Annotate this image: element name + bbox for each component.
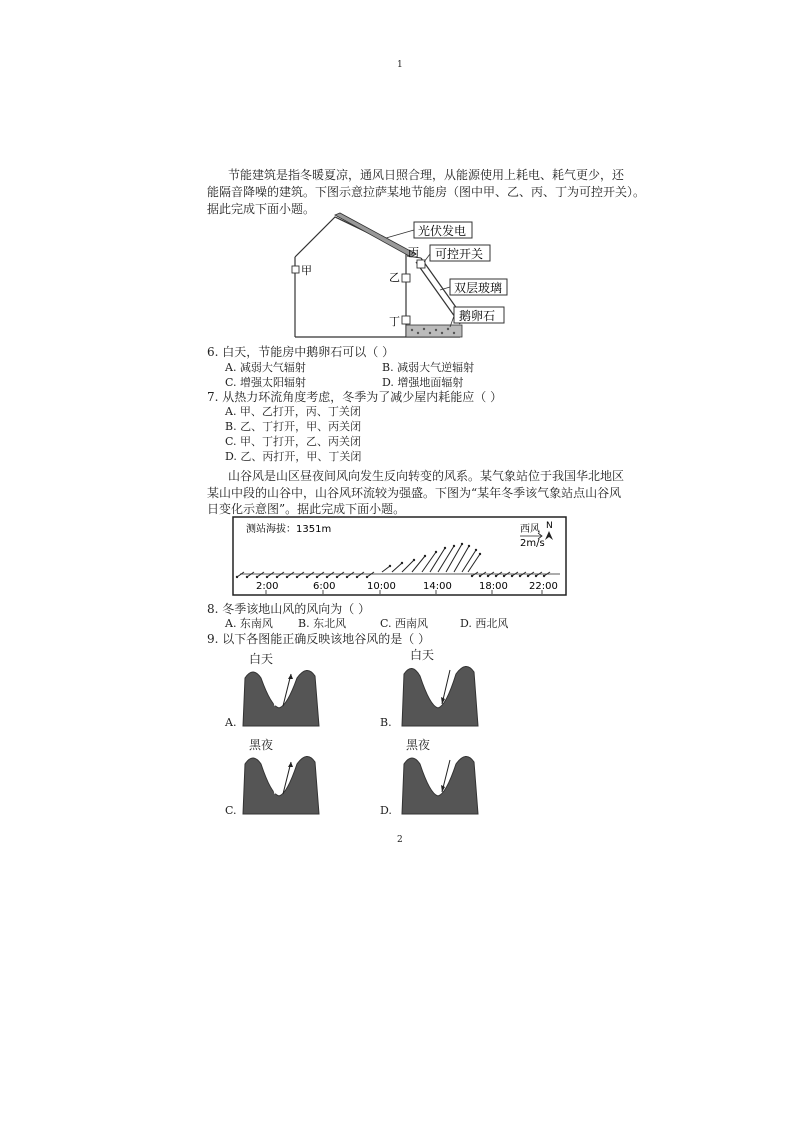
question-6-option-b: B. 减弱大气逆辐射 [382,361,475,374]
question-8-stem: 8. 冬季该地山风的风向为（ ） [207,602,371,616]
panel-c-letter: C. [225,804,237,817]
wind-arrow-head-20 [453,545,455,547]
wind-arrow-head-29 [503,575,505,577]
wind-arrow-head-1 [246,576,248,578]
wind-arrow-head-22 [468,545,470,547]
panel-b-valley [400,662,480,728]
wind-arrow-head-9 [326,576,328,578]
question-8-option-d: D. 西北风 [460,617,509,630]
wind-arrow-head-25 [471,575,473,577]
wind-arrow-head-5 [286,576,288,578]
page-number-bottom: 2 [397,835,403,845]
question-7-stem: 7. 从热力环流角度考虑，冬季为了减少屋内耗能应（ ） [207,390,503,404]
switch-jia [292,266,299,273]
energy-saving-house-diagram [290,212,520,342]
panel-c-valley [241,752,321,816]
wind-arrow-head-18 [435,551,437,553]
wind-arrow-head-3 [266,576,268,578]
wind-arrow-head-15 [401,562,403,564]
wind-arrow-head-14 [389,565,391,567]
passage1-line-2: 能隔音降噪的建筑。下图示意拉萨某地节能房（图中甲、乙、丙、丁为可控开关）。 [207,185,646,199]
passage1-line-3: 据此完成下面小题。 [207,202,316,216]
panel-d [380,736,490,820]
wind-arrow-head-13 [366,576,368,578]
wind-arrow-head-19 [444,547,446,549]
wind-arrow-head-27 [487,575,489,577]
wind-arrow-head-23 [475,549,477,551]
wind-arrow-head-17 [424,555,426,557]
wind-arrow-head-16 [413,559,415,561]
tick-10: 10:00 [367,581,396,592]
passage1-line-1: 节能建筑是指冬暖夏凉，通风日照合理，从能源使用上耗电、耗气更少，还 [228,168,625,182]
photovoltaic-panel [335,213,416,257]
panel-c-label: 黑夜 [249,738,274,752]
passage2-line-2: 某山中段的山谷中，山谷风环流较为强盛。下图为“某年冬季该气象站点山谷风 [207,486,622,500]
wind-arrow-head-2 [256,576,258,578]
panel-d-label: 黑夜 [406,738,431,752]
wind-arrow-head-7 [306,576,308,578]
label-bing: 丙 [408,246,419,259]
wind-arrow-head-31 [519,575,521,577]
question-6-stem: 6. 白天，节能房中鹅卵石可以（ ） [207,345,395,359]
wind-arrow-head-12 [356,576,358,578]
wind-arrow-head-28 [495,575,497,577]
passage2-line-1: 山谷风是山区昼夜间风向发生反向转变的风系。某气象站位于我国华北地区 [228,469,625,483]
tick-6: 6:00 [313,581,336,592]
tick-2: 2:00 [256,581,279,592]
panel-b [380,646,490,732]
wind-arrow-head-6 [296,576,298,578]
panel-a-valley [241,666,321,728]
wind-arrow-head-34 [543,575,545,577]
callout-pebble-text: 鹅卵石 [459,309,496,323]
question-8-option-c: C. 西南风 [380,617,429,630]
legend-speed-label: 2m/s [520,538,545,549]
wind-arrow-head-30 [511,575,513,577]
north-label: N [546,521,553,531]
panel-c [225,736,335,820]
legend-west-wind-label: 西风 [520,524,540,535]
switch-ding [402,316,410,324]
callout-glass-text: 双层玻璃 [454,281,503,295]
panel-b-letter: B. [380,716,392,729]
question-6-option-d: D. 增强地面辐射 [382,376,464,389]
wind-arrow-head-26 [479,575,481,577]
wind-arrow-head-8 [316,576,318,578]
question-6-option-a: A. 减弱大气辐射 [225,361,306,374]
wind-arrow-head-32 [527,575,529,577]
panel-b-label: 白天 [410,648,435,662]
wind-arrow-head-4 [276,576,278,578]
label-jia: 甲 [301,264,312,277]
question-6-option-c: C. 增强太阳辐射 [225,376,307,389]
label-ding: 丁 [389,315,400,328]
passage2-line-3: 日变化示意图”。据此完成下面小题。 [207,502,406,516]
wind-arrow-head-10 [336,576,338,578]
tick-18: 18:00 [479,581,508,592]
label-yi: 乙 [389,271,400,284]
station-elevation-label: 测站海拔：1351m [246,524,332,535]
callout-pv-text: 光伏发电 [418,224,467,238]
question-8-option-a: A. 东南风 [225,617,273,630]
panel-a-label: 白天 [249,652,274,666]
panel-d-letter: D. [380,804,392,817]
valley-wind-chart [232,516,568,598]
panel-a-letter: A. [225,716,237,729]
page-number-top: 1 [397,60,403,70]
question-9-stem: 9. 以下各图能正确反映该地谷风的是（ ） [207,632,431,646]
pebble-bed [406,325,462,337]
switch-bing [417,260,425,268]
question-7-option-a: A. 甲、乙打开，丙、丁关闭 [225,405,361,418]
tick-22: 22:00 [529,581,558,592]
panel-a [225,648,335,732]
question-7-option-c: C. 甲、丁打开，乙、丙关闭 [225,435,362,448]
wind-arrow-head-11 [346,576,348,578]
callout-switch-text: 可控开关 [435,247,484,261]
switch-yi [402,274,410,282]
question-7-option-d: D. 乙、丙打开，甲、丁关闭 [225,450,362,463]
wind-arrow-head-33 [535,575,537,577]
wind-arrow-head-0 [236,576,238,578]
panel-d-valley [400,752,480,816]
wind-arrow-head-24 [479,553,481,555]
wind-arrow-head-21 [461,543,463,545]
question-8-option-b: B. 东北风 [298,617,347,630]
question-7-option-b: B. 乙、丁打开，甲、丙关闭 [225,420,362,433]
tick-14: 14:00 [423,581,452,592]
